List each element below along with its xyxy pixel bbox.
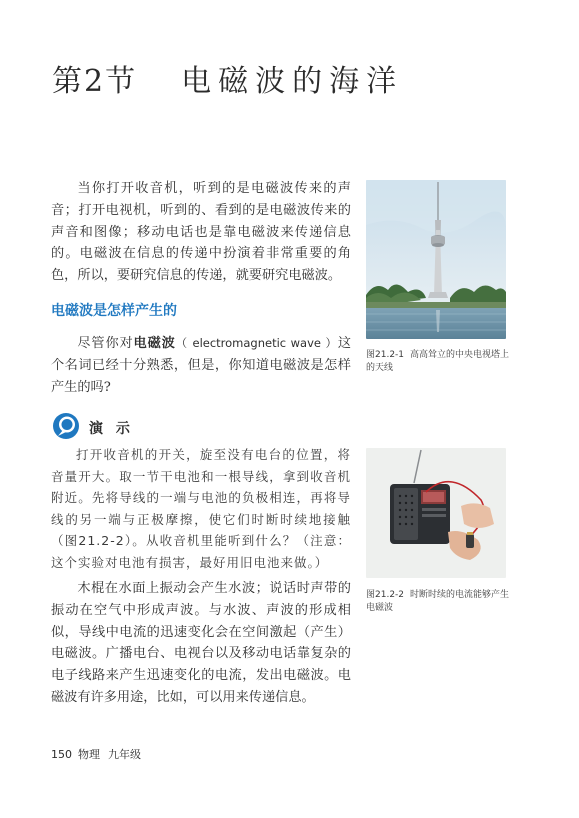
term-highlight: 电磁波 [133, 336, 176, 351]
intro-paragraph: 当你打开收音机，听到的是电磁波传来的声音；打开电视机，听到的、看到的是电磁波传来的声音和图像；移动电话也是靠电磁波来传递信息的。电磁波在信息的传递中扮演着非常重要的角色，所以，要研究信息的传递，就要研究电磁波。 [51, 181, 351, 284]
figure-text-1: 高高耸立的中央电视塔上的天线 [366, 350, 510, 373]
subheading: 电磁波是怎样产生的 [51, 303, 177, 319]
demo-title: 演 示 [89, 421, 134, 437]
page-footer [51, 746, 141, 762]
figure-number-1: 图21.2-1 [366, 350, 405, 360]
page-title [52, 56, 403, 100]
figure-text-2: 时断时续的电流能够产生电磁波 [366, 590, 510, 613]
question-after: 这个名词已经十分熟悉，但是，你知道电磁波是怎样产生的吗? [51, 336, 351, 395]
footer-subject: 物理 [78, 748, 100, 761]
radio-experiment-photo [366, 448, 506, 578]
footer-grade: 九年级 [108, 748, 141, 761]
explanation-paragraph: 木棍在水面上振动会产生水波；说话时声带的振动在空气中形成声波。与水波、声波的形成相似，导线中电流的迅速变化会在空间激起（产生）电磁波。广播电台、电视台以及移动电话靠复杂的电子线路来产生迅速变化的电流，发出电磁波。电磁波有许多用途，比如，可以用来传递信息。 [51, 581, 351, 705]
section-number: 第2节 [52, 64, 138, 99]
question-paragraph [51, 333, 351, 398]
section-title: 电磁波的海洋 [181, 64, 404, 99]
page-number: 150 [51, 748, 72, 761]
tv-tower-photo [366, 180, 506, 339]
figure-caption-2 [366, 589, 511, 615]
figure-caption-1 [366, 349, 511, 375]
question-before: 尽管你对 [77, 336, 134, 351]
demo-text: 打开收音机的开关，旋至没有电台的位置，将音量开大。取一节干电池和一根导线，拿到收音机附近。先将导线的一端与电池的负极相连，再将导线的另一端与正极摩擦，使它们时断时续地接触（图21.2-2）。从收音机里能听到什么？（注意：这个实验对电池有损害，最好用旧电池来做。） [51, 447, 351, 570]
demo-icon [51, 411, 81, 445]
demo-header [51, 413, 134, 443]
term-english: （ electromagnetic wave ） [175, 336, 338, 350]
figure-number-2: 图21.2-2 [366, 590, 405, 600]
